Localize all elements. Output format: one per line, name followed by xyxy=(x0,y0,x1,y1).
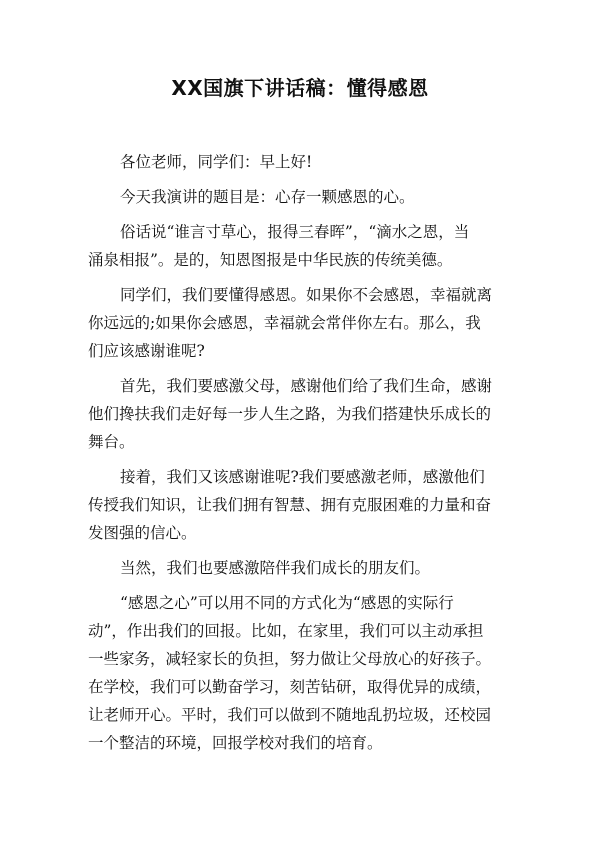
paragraph-line: 他们搀扶我们走好每一步人生之路，为我们搭建快乐成长的 xyxy=(88,405,492,423)
body-paragraph xyxy=(88,372,536,456)
paragraph-line: 当然，我们也要感激陪伴我们成长的朋友们。 xyxy=(120,559,431,577)
paragraph-line: 们应该感谢谁呢? xyxy=(88,342,205,360)
paragraph-line: 你远远的;如果你会感恩，幸福就会常伴你左右。那么，我 xyxy=(88,314,481,332)
body-paragraph xyxy=(88,589,536,757)
paragraph-line: 传授我们知识，让我们拥有智慧、拥有克服困难的力量和奋 xyxy=(88,496,492,514)
paragraph-line: 发图强的信心。 xyxy=(88,524,197,542)
body-paragraph xyxy=(88,183,536,211)
paragraph-line: 让老师开心。平时，我们可以做到不随地乱扔垃圾，还校园 xyxy=(88,706,492,724)
body-paragraph xyxy=(88,281,536,365)
paragraph-line: 今天我演讲的题目是：心存一颗感恩的心。 xyxy=(120,188,415,206)
paragraph-line: 俗话说“谁言寸草心，报得三春晖”，“滴水之恩，当 xyxy=(120,223,470,241)
body-paragraph xyxy=(88,554,536,582)
paragraph-line: 一个整洁的环境，回报学校对我们的培育。 xyxy=(88,734,383,752)
paragraph-line: 各位老师，同学们：早上好! xyxy=(120,153,313,171)
body-paragraph xyxy=(88,463,536,547)
paragraph-line: 在学校，我们可以勤奋学习，刻苦钻研，取得优异的成绩， xyxy=(88,678,492,696)
paragraph-line: 涌泉相报”。是的，知恩图报是中华民族的传统美德。 xyxy=(88,251,453,269)
paragraph-line: 接着，我们又该感谢谁呢?我们要感激老师，感激他们 xyxy=(120,468,485,486)
paragraph-line: “感恩之心”可以用不同的方式化为“感恩的实际行 xyxy=(120,594,454,612)
body-paragraph xyxy=(88,218,536,274)
document-body xyxy=(88,148,536,764)
body-paragraph xyxy=(88,148,536,176)
document-title: XX国旗下讲话稿：懂得感恩 xyxy=(171,76,429,100)
paragraph-line: 动”，作出我们的回报。比如，在家里，我们可以主动承担 xyxy=(88,622,484,640)
paragraph-line: 舞台。 xyxy=(88,433,135,451)
paragraph-line: 同学们，我们要懂得感恩。如果你不会感恩，幸福就离 xyxy=(120,286,493,304)
paragraph-line: 一些家务，减轻家长的负担，努力做让父母放心的好孩子。 xyxy=(88,650,492,668)
paragraph-line: 首先，我们要感激父母，感谢他们给了我们生命，感谢 xyxy=(120,377,493,395)
